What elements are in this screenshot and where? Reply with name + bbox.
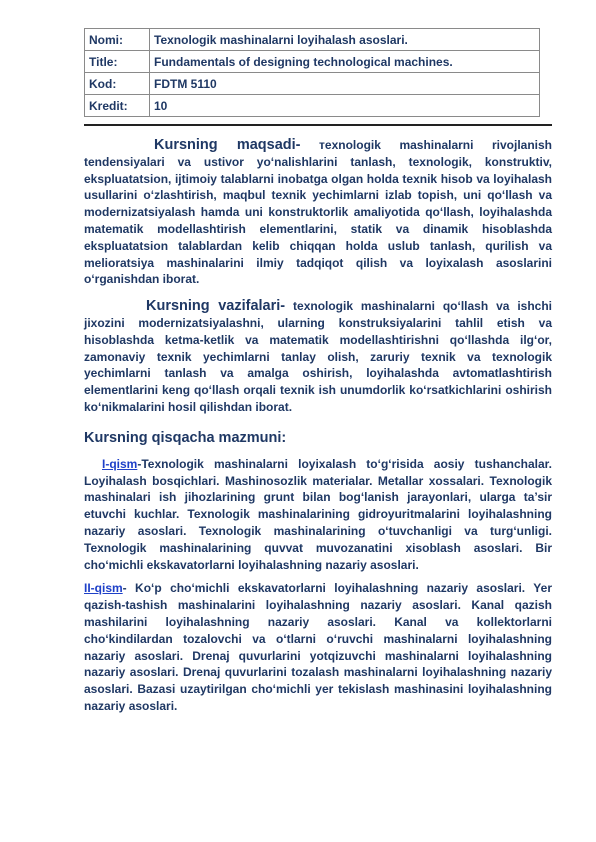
table-key: Nomi: [85, 29, 150, 51]
course-name-value: Texnologik mashinalarni loyihalash asoslari. [150, 29, 540, 51]
course-goal-heading: Kursning maqsadi- [154, 137, 301, 153]
part-one-link[interactable]: I-qism [102, 456, 138, 471]
table-row [85, 95, 540, 117]
part-one-paragraph [84, 456, 552, 574]
part-two-paragraph [84, 580, 552, 714]
course-summary-heading: Kursning qisqacha mazmuni: [84, 429, 287, 446]
course-goal-text: тexnologik mashinalarni rivojlanish tendensiyalari va ustivor yo‘nalishlarini tanlash, texnologik, konstruktiv, ekspluatatsion, ijtimoiy talablarni inobatga olgan holda texnik hisob va loyihalash usullarini o‘zlashtirish, maqbul texnik yechimlarni izlab topish, uni qo‘llash va modernizatsiyalash hamda uni konstruktorlik amaliyotida qo‘llash, loyihalashda matematik modellashtirish elementlarini, statik va dinamik hisoblashda ekspluatatsion talablardan kelib chiqqan holda uslub tanlash, qurilish va melioratsiya mashinalarini ilmiy tadqiqot qilish va loyixalash asoslarini o‘rganishdan iborat. [84, 138, 552, 287]
course-goal-paragraph [84, 137, 552, 288]
course-tasks-text: texnologik mashinalarni qo‘llash va ishchi jixozini modernizatsiyalashni, ularning konstruksiyalarini tahlil etish va hisoblashda ketma-ketlik va matematik modellashtirishni qo‘llashda ilg‘or, zamonaviy texnik yechimlarni tanlay olish, zaruriy texnik va texnologik yechimlarni tanlash va amalga oshirish, loyihalashda avtomatlashtirish elementlarini keng qo‘llash orqali texnik ish unumdorlik ko‘rsatkichlarini oshirish ko‘nikmalarini hosil qilishdan iborat. [84, 299, 552, 414]
table-key: Title: [85, 51, 150, 73]
part-one-text: -Texnologik mashinalarni loyixalash to‘g‘risida aosiy tushanchalar. Loyihalash bosqichlari. Mashinosozlik materialar. Metallar xossalari. Texnologik mashinalari ish jihozlarining grunt bilan bog‘lanish jarayonlari, ularga ta’sir etuvchi kuchlar. Texnologik mashinalarining gidroyuritmalarini loyihalashning nazariy asoslari. Texnologik mashinalarining o‘tuvchanligi va turg‘unligi. Texnologik mashinalarining quvvat muvozanatini xisoblash asoslari. Bir cho‘michli ekskavatorlarni loyihalashning nazariy asoslari. [84, 456, 552, 572]
table-key: Kod: [85, 73, 150, 95]
table-row [85, 73, 540, 95]
course-tasks-paragraph [84, 298, 552, 416]
table-row [85, 51, 540, 73]
course-info-table [84, 28, 540, 117]
course-credit-value: 10 [150, 95, 540, 117]
document-page [84, 28, 552, 715]
horizontal-divider [84, 124, 552, 126]
part-two-link[interactable]: II-qism [84, 581, 123, 596]
course-title-value: Fundamentals of designing technological machines. [150, 51, 540, 73]
table-key: Kredit: [85, 95, 150, 117]
table-row [85, 29, 540, 51]
part-two-text: - Ko‘p cho‘michli ekskavatorlarni loyihalashning nazariy asoslari. Yer qazish-tashish mashinalarini loyihalashning nazariy asoslari. Kanal qazish mashilarini loyihalashning nazariy asoslari. Kanal va kollektorlarni cho‘kindilardan tozalovchi va o‘tlarni o‘ruvchi mashinalarni loyihalashning nazariy asoslari. Drenaj quvurlarini yotqizuvchi mashinalarni loyihalashning nazariy asoslari. Drenaj quvurlarini tozalash mashinalarni loyihalashning nazariy asoslari. Bazasi uzaytirilgan cho‘michli yer tekislash mashinasini loyihalashning nazariy asoslari. [84, 581, 552, 713]
course-tasks-heading: Kursning vazifalari- [146, 298, 286, 315]
course-code-value: FDTM 5110 [150, 73, 540, 95]
